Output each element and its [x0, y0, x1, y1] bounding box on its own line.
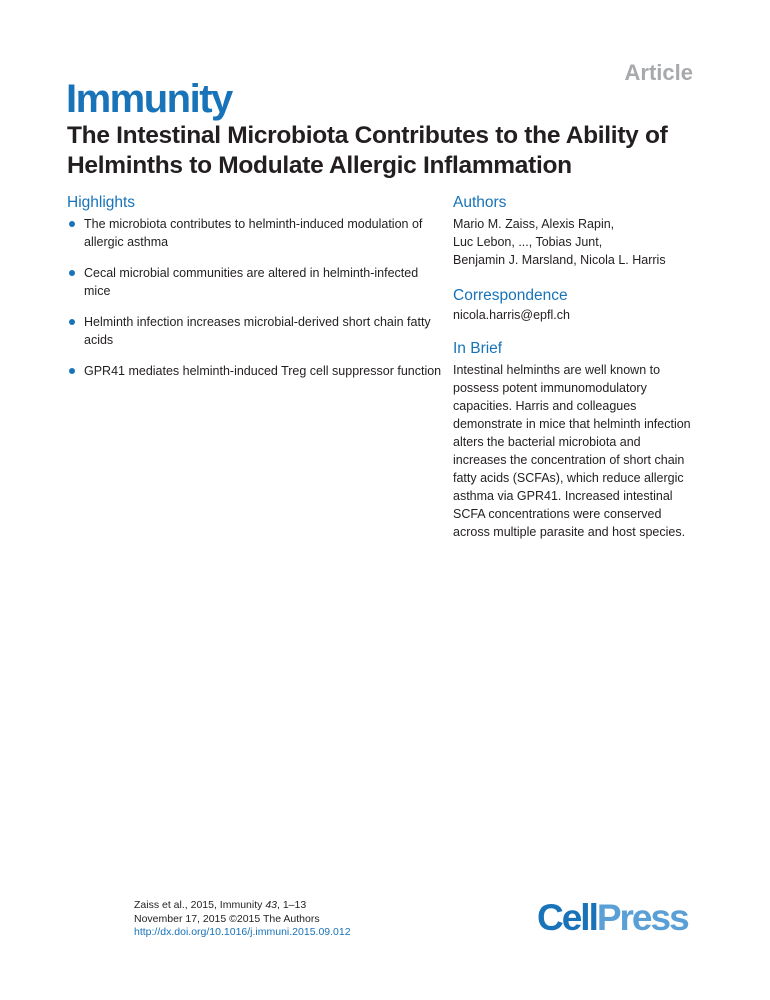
highlight-text: Helminth infection increases microbial-derived short chain fatty acids [84, 315, 431, 347]
authors-line: Benjamin J. Marsland, Nicola L. Harris [453, 253, 666, 267]
highlights-heading: Highlights [67, 194, 136, 211]
list-item [67, 313, 442, 349]
authors-list [453, 215, 698, 269]
citation-prefix: Zaiss et al., 2015, Immunity [134, 899, 266, 911]
authors-heading: Authors [453, 194, 507, 211]
highlight-text: Cecal microbial communities are altered in helminth-infected mice [84, 266, 419, 298]
citation-line [134, 899, 351, 913]
citation-volume: 43 [265, 899, 277, 911]
in-brief-heading: In Brief [453, 340, 503, 357]
bullet-icon [69, 319, 75, 325]
article-title: The Intestinal Microbiota Contributes to the Ability of Helminths to Modulate Allergic Inflammation [67, 122, 668, 179]
in-brief-text: Intestinal helminths are well known to possess potent immunomodulatory capacities. Harris and colleagues demonstrate in mice that helminth infection alters the bacterial microbiota and increases the concentration of short chain fatty acids (SCFAs), which reduce allergic asthma via GPR41. Increased intestinal SCFA concentrations were conserved across multiple parasite and host species. [453, 363, 691, 539]
cellpress-logo [537, 897, 688, 939]
logo-cell: Cell [537, 897, 597, 938]
bullet-icon [69, 270, 75, 276]
citation-pages: , 1–13 [277, 899, 307, 911]
highlights-list [67, 215, 442, 393]
list-item [67, 264, 442, 300]
highlight-text: The microbiota contributes to helminth-induced modulation of allergic asthma [84, 217, 423, 249]
authors-line: Luc Lebon, ..., Tobias Junt, [453, 235, 603, 249]
correspondence-heading: Correspondence [453, 287, 568, 304]
bullet-icon [69, 221, 75, 227]
list-item [67, 362, 442, 380]
date-line: November 17, 2015 ©2015 The Authors [134, 912, 320, 925]
citation-footer [134, 899, 351, 940]
bullet-icon [69, 368, 75, 374]
article-type-label: Article [624, 60, 693, 85]
highlight-text: GPR41 mediates helminth-induced Treg cell suppressor function [84, 364, 442, 378]
journal-logo: Immunity [66, 77, 232, 121]
authors-line: Mario M. Zaiss, Alexis Rapin, [453, 217, 615, 231]
logo-press: Press [596, 897, 688, 938]
list-item [67, 215, 442, 251]
doi-link[interactable]: http://dx.doi.org/10.1016/j.immuni.2015.09.012 [134, 926, 351, 938]
correspondence-email[interactable]: nicola.harris@epfl.ch [453, 308, 570, 322]
